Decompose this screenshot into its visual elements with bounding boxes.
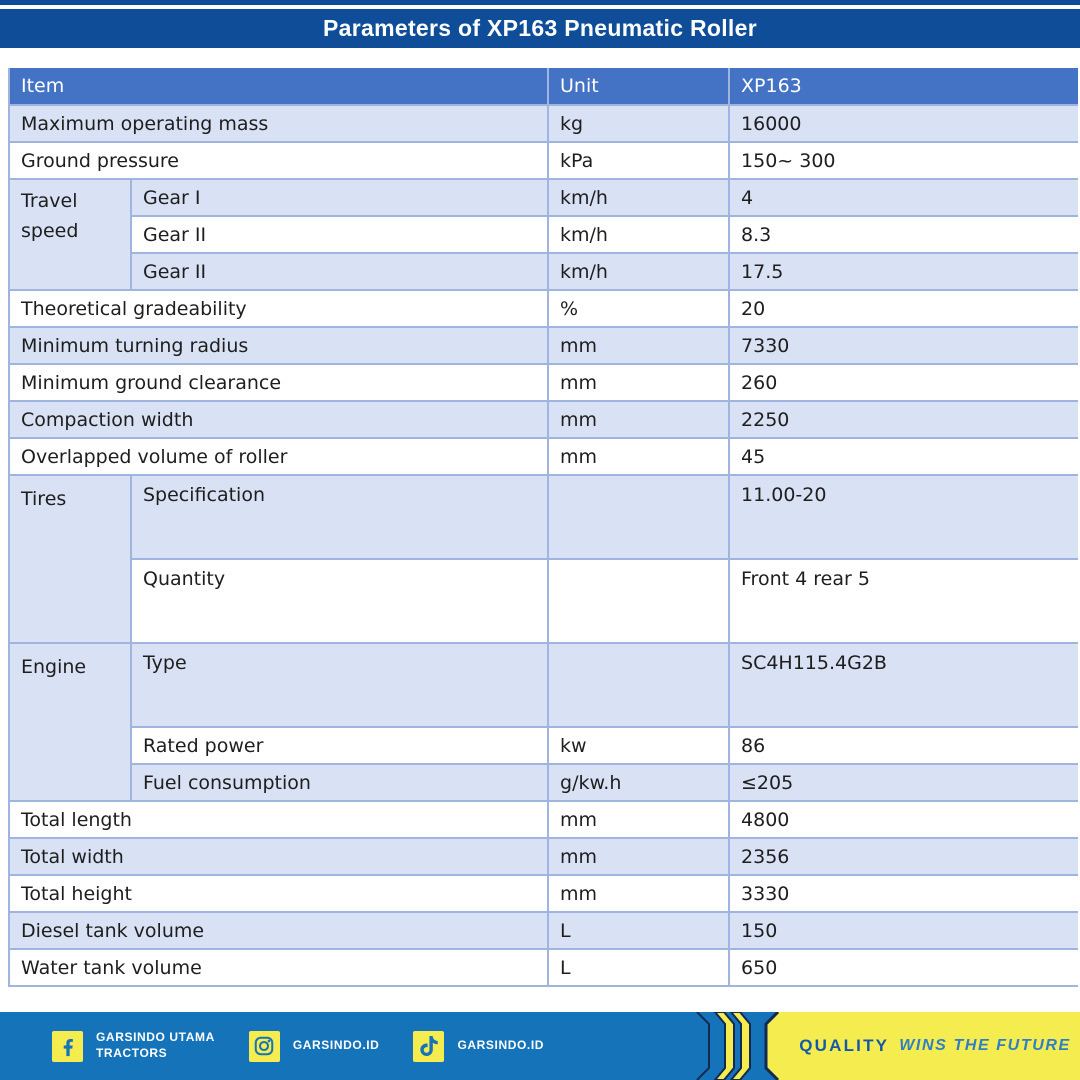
slogan-quality: QUALITY [799, 1036, 890, 1055]
value-cell: 16000 [729, 105, 1078, 142]
table-row [9, 559, 1078, 643]
unit-cell: mm [548, 327, 729, 364]
footer [0, 1012, 1080, 1080]
item-cell: Gear I [131, 179, 548, 216]
item-cell: Gear II [131, 216, 548, 253]
social-handle [293, 1038, 380, 1054]
unit-cell: mm [548, 438, 729, 475]
value-cell: 2356 [729, 838, 1078, 875]
item-cell: Gear II [131, 253, 548, 290]
table-row [9, 253, 1078, 290]
title-bar [0, 9, 1080, 48]
social-item-facebook [52, 1030, 215, 1061]
value-cell: Front 4 rear 5 [729, 559, 1078, 643]
value-cell: SC4H115.4G2B [729, 643, 1078, 727]
table-row [9, 838, 1078, 875]
group-cell-travel-speed: Travel speed [9, 179, 131, 290]
table-header-row [9, 68, 1078, 105]
value-cell: 150 [729, 912, 1078, 949]
value-cell: 260 [729, 364, 1078, 401]
table-row [9, 801, 1078, 838]
group-cell-tires: Tires [9, 475, 131, 643]
unit-cell: km/h [548, 179, 729, 216]
unit-cell: kw [548, 727, 729, 764]
value-cell: 17.5 [729, 253, 1078, 290]
tiktok-icon [413, 1031, 444, 1062]
unit-cell: mm [548, 401, 729, 438]
facebook-icon [52, 1031, 83, 1062]
social-item-tiktok [413, 1031, 544, 1062]
table-row [9, 290, 1078, 327]
unit-cell: g/kw.h [548, 764, 729, 801]
unit-cell: km/h [548, 253, 729, 290]
item-cell: Fuel consumption [131, 764, 548, 801]
table-row [9, 912, 1078, 949]
table-row [9, 875, 1078, 912]
item-cell: Diesel tank volume [9, 912, 548, 949]
item-cell: Total height [9, 875, 548, 912]
table-row [9, 327, 1078, 364]
spec-table-container [8, 68, 1077, 987]
table-row [9, 764, 1078, 801]
value-cell: 2250 [729, 401, 1078, 438]
unit-cell: L [548, 949, 729, 986]
value-cell: 3330 [729, 875, 1078, 912]
social-handle [457, 1038, 544, 1054]
footer-social-bar [0, 1012, 690, 1080]
value-cell: 7330 [729, 327, 1078, 364]
page-title: Parameters of XP163 Pneumatic Roller [323, 15, 757, 41]
slogan-wins-the-future: WINS THE FUTURE [899, 1037, 1071, 1054]
item-cell: Overlapped volume of roller [9, 438, 548, 475]
value-cell: 20 [729, 290, 1078, 327]
value-cell: ≤205 [729, 764, 1078, 801]
unit-cell: km/h [548, 216, 729, 253]
unit-cell: % [548, 290, 729, 327]
item-cell: Water tank volume [9, 949, 548, 986]
table-row [9, 643, 1078, 727]
social-handle-line2: TRACTORS [96, 1046, 168, 1060]
item-cell: Maximum operating mass [9, 105, 548, 142]
slogan-block [790, 1012, 1080, 1080]
item-cell: Theoretical gradeability [9, 290, 548, 327]
table-row [9, 216, 1078, 253]
table-row [9, 105, 1078, 142]
item-cell: Total length [9, 801, 548, 838]
header-unit: Unit [548, 68, 729, 105]
header-item: Item [9, 68, 548, 105]
instagram-icon [249, 1031, 280, 1062]
value-cell: 11.00-20 [729, 475, 1078, 559]
item-cell: Minimum turning radius [9, 327, 548, 364]
unit-cell: mm [548, 801, 729, 838]
value-cell: 4800 [729, 801, 1078, 838]
header-model: XP163 [729, 68, 1078, 105]
item-cell: Specification [131, 475, 548, 559]
unit-cell: mm [548, 838, 729, 875]
unit-cell: mm [548, 364, 729, 401]
table-row [9, 401, 1078, 438]
item-cell: Rated power [131, 727, 548, 764]
unit-cell: kg [548, 105, 729, 142]
item-cell: Minimum ground clearance [9, 364, 548, 401]
item-cell: Ground pressure [9, 142, 548, 179]
social-item-instagram [249, 1031, 380, 1062]
value-cell: 150~ 300 [729, 142, 1078, 179]
item-cell: Type [131, 643, 548, 727]
table-row [9, 179, 1078, 216]
group-cell-engine: Engine [9, 643, 131, 801]
table-row [9, 475, 1078, 559]
table-row [9, 949, 1078, 986]
value-cell: 45 [729, 438, 1078, 475]
unit-cell [548, 559, 729, 643]
unit-cell: L [548, 912, 729, 949]
item-cell: Compaction width [9, 401, 548, 438]
social-handle-line1: GARSINDO UTAMA [96, 1030, 215, 1045]
value-cell: 8.3 [729, 216, 1078, 253]
social-handle [96, 1030, 215, 1061]
value-cell: 86 [729, 727, 1078, 764]
value-cell: 4 [729, 179, 1078, 216]
table-row [9, 142, 1078, 179]
item-cell: Quantity [131, 559, 548, 643]
unit-cell: mm [548, 875, 729, 912]
spec-table [8, 68, 1078, 987]
unit-cell: kPa [548, 142, 729, 179]
social-handle-line1: GARSINDO.ID [292, 1038, 380, 1053]
social-handle-line1: GARSINDO.ID [457, 1038, 545, 1053]
table-row [9, 727, 1078, 764]
unit-cell [548, 475, 729, 559]
chevron-decoration [690, 1012, 790, 1080]
table-row [9, 438, 1078, 475]
unit-cell [548, 643, 729, 727]
value-cell: 650 [729, 949, 1078, 986]
table-row [9, 364, 1078, 401]
item-cell: Total width [9, 838, 548, 875]
